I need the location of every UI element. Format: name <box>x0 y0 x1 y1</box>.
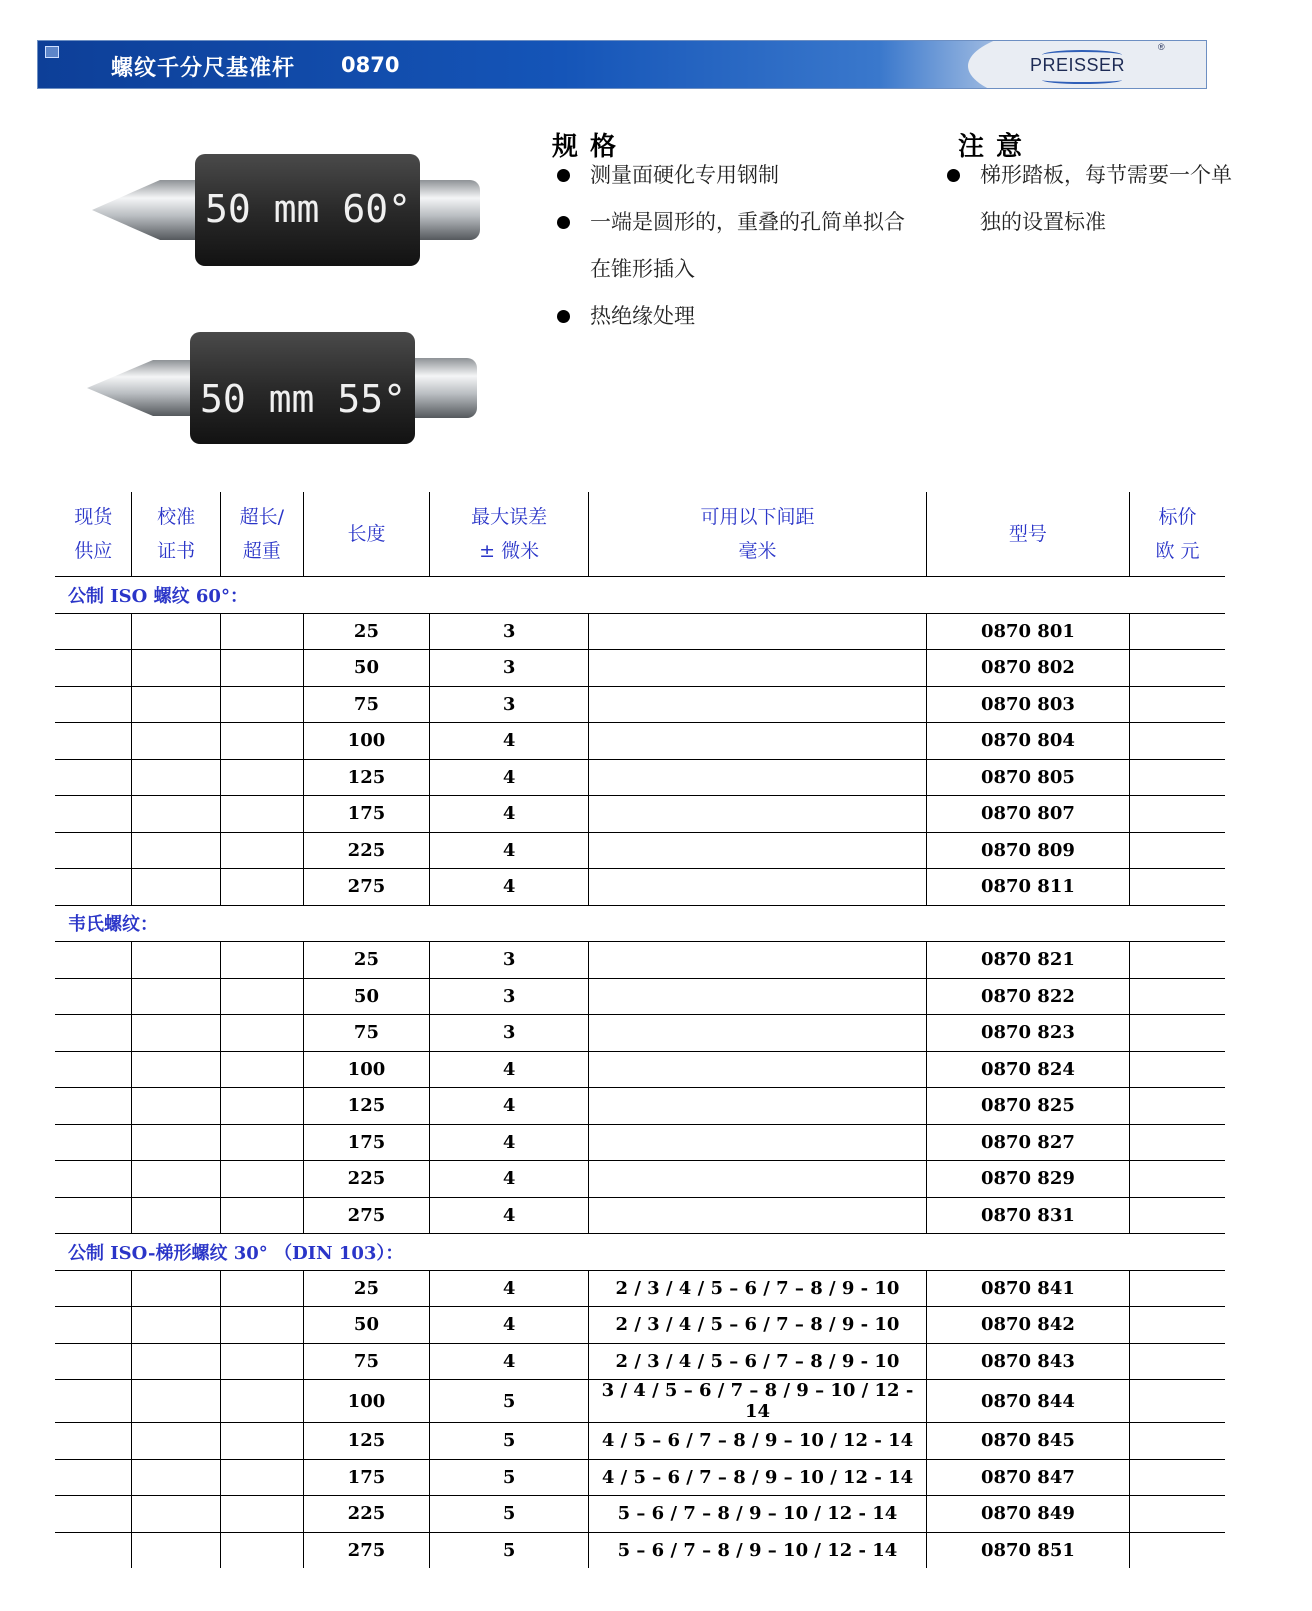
error-cell: 4 <box>430 1343 589 1380</box>
certificate-cell <box>132 942 220 979</box>
pitch-cell <box>589 686 927 723</box>
model-cell: 0870 841 <box>926 1270 1129 1307</box>
stock-cell <box>55 978 132 1015</box>
pitch-cell: 3 / 4 / 5 – 6 / 7 – 8 / 9 – 10 / 12 - 14 <box>589 1380 927 1423</box>
error-cell: 4 <box>430 723 589 760</box>
model-cell: 0870 809 <box>926 832 1129 869</box>
oversize-cell <box>220 1270 303 1307</box>
oversize-cell <box>220 613 303 650</box>
stock-cell <box>55 1270 132 1307</box>
pitch-cell: 5 – 6 / 7 – 8 / 9 – 10 / 12 - 14 <box>589 1496 927 1533</box>
header-label: 现货 <box>74 506 113 528</box>
col-header-model <box>926 492 1129 577</box>
certificate-cell <box>132 759 220 796</box>
pitch-cell <box>589 1161 927 1198</box>
table-row <box>55 1532 1225 1568</box>
length-cell: 100 <box>303 723 429 760</box>
length-cell: 225 <box>303 832 429 869</box>
bullet-icon <box>557 310 570 323</box>
error-cell: 4 <box>430 1161 589 1198</box>
oversize-cell <box>220 686 303 723</box>
header-label: 长度 <box>347 523 386 545</box>
price-cell <box>1130 686 1225 723</box>
model-cell: 0870 851 <box>926 1532 1129 1568</box>
certificate-cell <box>132 723 220 760</box>
model-cell: 0870 802 <box>926 650 1129 687</box>
price-cell <box>1130 1088 1225 1125</box>
price-cell <box>1130 650 1225 687</box>
spec-item <box>554 152 914 199</box>
pitch-cell: 2 / 3 / 4 / 5 – 6 / 7 – 8 / 9 - 10 <box>589 1343 927 1380</box>
price-cell <box>1130 1380 1225 1423</box>
error-cell: 5 <box>430 1532 589 1568</box>
certificate-cell <box>132 1270 220 1307</box>
length-cell: 125 <box>303 1088 429 1125</box>
gauge-image-55 <box>85 330 485 448</box>
model-cell: 0870 842 <box>926 1307 1129 1344</box>
length-cell: 25 <box>303 1270 429 1307</box>
table-row <box>55 1197 1225 1234</box>
col-header-length <box>303 492 429 577</box>
certificate-cell <box>132 613 220 650</box>
model-cell: 0870 843 <box>926 1343 1129 1380</box>
pitch-cell: 5 – 6 / 7 – 8 / 9 – 10 / 12 - 14 <box>589 1532 927 1568</box>
spec-item <box>554 293 914 340</box>
pitch-cell <box>589 978 927 1015</box>
model-cell: 0870 831 <box>926 1197 1129 1234</box>
table-row <box>55 1343 1225 1380</box>
table-row <box>55 759 1225 796</box>
price-cell <box>1130 942 1225 979</box>
length-cell: 25 <box>303 942 429 979</box>
specs-list <box>554 152 914 340</box>
pitch-cell <box>589 1124 927 1161</box>
certificate-cell <box>132 1532 220 1568</box>
table-row <box>55 613 1225 650</box>
certificate-cell <box>132 796 220 833</box>
price-cell <box>1130 1161 1225 1198</box>
stock-cell <box>55 1161 132 1198</box>
stock-cell <box>55 650 132 687</box>
group-label: 公制 ISO-梯形螺纹 30° （DIN 103）： <box>55 1234 1225 1271</box>
pitch-cell <box>589 1051 927 1088</box>
oversize-cell <box>220 1423 303 1460</box>
stock-cell <box>55 613 132 650</box>
stock-cell <box>55 796 132 833</box>
price-cell <box>1130 1307 1225 1344</box>
gauge-cone <box>92 180 202 240</box>
length-cell: 50 <box>303 1307 429 1344</box>
price-cell <box>1130 1197 1225 1234</box>
error-cell: 4 <box>430 1088 589 1125</box>
oversize-cell <box>220 723 303 760</box>
stock-cell <box>55 1015 132 1052</box>
model-cell: 0870 805 <box>926 759 1129 796</box>
price-cell <box>1130 1459 1225 1496</box>
pitch-cell <box>589 759 927 796</box>
stock-cell <box>55 1307 132 1344</box>
table-row <box>55 1088 1225 1125</box>
pitch-cell <box>589 796 927 833</box>
price-cell <box>1130 1124 1225 1161</box>
bullet-icon <box>557 169 570 182</box>
product-code: 0870 <box>341 53 400 77</box>
spec-item <box>554 199 914 293</box>
price-cell <box>1130 723 1225 760</box>
header-label: 型号 <box>1008 523 1047 545</box>
model-cell: 0870 847 <box>926 1459 1129 1496</box>
oversize-cell <box>220 1532 303 1568</box>
model-cell: 0870 823 <box>926 1015 1129 1052</box>
error-cell: 4 <box>430 796 589 833</box>
stock-cell <box>55 1051 132 1088</box>
model-cell: 0870 803 <box>926 686 1129 723</box>
bullet-icon <box>557 216 570 229</box>
length-cell: 175 <box>303 1124 429 1161</box>
error-cell: 4 <box>430 1197 589 1234</box>
oversize-cell <box>220 1197 303 1234</box>
stock-cell <box>55 1343 132 1380</box>
certificate-cell <box>132 1051 220 1088</box>
col-header-max-error <box>430 492 589 577</box>
table-row <box>55 832 1225 869</box>
length-cell: 50 <box>303 650 429 687</box>
table-row <box>55 796 1225 833</box>
price-cell <box>1130 1270 1225 1307</box>
gauge-label-55: 50 mm 55° <box>200 377 406 421</box>
spec-item-text: 测量面硬化专用钢制 <box>590 163 779 187</box>
certificate-cell <box>132 978 220 1015</box>
error-cell: 3 <box>430 942 589 979</box>
header-label: 超重 <box>242 540 281 562</box>
note-item-text: 梯形踏板，每节需要一个单独的设置标准 <box>980 163 1232 234</box>
price-cell <box>1130 1496 1225 1533</box>
error-cell: 4 <box>430 869 589 906</box>
table-row <box>55 1124 1225 1161</box>
length-cell: 75 <box>303 686 429 723</box>
price-cell <box>1130 1051 1225 1088</box>
oversize-cell <box>220 1015 303 1052</box>
table-body <box>55 577 1225 1569</box>
oversize-cell <box>220 1380 303 1423</box>
model-cell: 0870 811 <box>926 869 1129 906</box>
table-row <box>55 869 1225 906</box>
table-header-row <box>55 492 1225 577</box>
table-row <box>55 1161 1225 1198</box>
group-row <box>55 577 1225 614</box>
certificate-cell <box>132 1459 220 1496</box>
oversize-cell <box>220 1051 303 1088</box>
model-cell: 0870 845 <box>926 1423 1129 1460</box>
col-header-pitch <box>589 492 927 577</box>
price-cell <box>1130 759 1225 796</box>
stock-cell <box>55 1088 132 1125</box>
stock-cell <box>55 1380 132 1423</box>
length-cell: 75 <box>303 1343 429 1380</box>
pitch-cell: 2 / 3 / 4 / 5 – 6 / 7 – 8 / 9 - 10 <box>589 1270 927 1307</box>
certificate-cell <box>132 1124 220 1161</box>
table-row <box>55 978 1225 1015</box>
length-cell: 175 <box>303 1459 429 1496</box>
certificate-cell <box>132 1423 220 1460</box>
oversize-cell <box>220 796 303 833</box>
model-cell: 0870 821 <box>926 942 1129 979</box>
pitch-cell <box>589 613 927 650</box>
error-cell: 4 <box>430 759 589 796</box>
oversize-cell <box>220 650 303 687</box>
length-cell: 125 <box>303 1423 429 1460</box>
certificate-cell <box>132 1307 220 1344</box>
oversize-cell <box>220 1459 303 1496</box>
notes-list <box>944 152 1234 246</box>
header-label: 供应 <box>74 540 113 562</box>
model-cell: 0870 829 <box>926 1161 1129 1198</box>
table-row <box>55 1380 1225 1423</box>
header-label: 超长/ <box>239 506 284 528</box>
oversize-cell <box>220 759 303 796</box>
stock-cell <box>55 686 132 723</box>
model-cell: 0870 827 <box>926 1124 1129 1161</box>
table-row <box>55 686 1225 723</box>
header-label: 欧 元 <box>1155 540 1200 562</box>
pitch-cell <box>589 1015 927 1052</box>
price-cell <box>1130 796 1225 833</box>
header-label: ± 微米 <box>479 540 540 562</box>
header-label: 可用以下间距 <box>700 506 815 528</box>
logo-arc-bottom <box>1042 76 1122 84</box>
pitch-cell <box>589 1197 927 1234</box>
table-row <box>55 942 1225 979</box>
header-label: 校准 <box>157 506 196 528</box>
model-cell: 0870 807 <box>926 796 1129 833</box>
length-cell: 100 <box>303 1051 429 1088</box>
header-label: 最大误差 <box>471 506 548 528</box>
certificate-cell <box>132 1197 220 1234</box>
length-cell: 225 <box>303 1161 429 1198</box>
error-cell: 3 <box>430 650 589 687</box>
group-row <box>55 905 1225 942</box>
stock-cell <box>55 1423 132 1460</box>
pitch-cell <box>589 942 927 979</box>
oversize-cell <box>220 1161 303 1198</box>
oversize-cell <box>220 1343 303 1380</box>
model-cell: 0870 849 <box>926 1496 1129 1533</box>
spec-item-text: 热绝缘处理 <box>590 304 695 328</box>
stock-cell <box>55 1197 132 1234</box>
model-cell: 0870 804 <box>926 723 1129 760</box>
registered-mark: ® <box>1158 42 1165 52</box>
header-label: 毫米 <box>738 540 777 562</box>
error-cell: 4 <box>430 832 589 869</box>
table-row <box>55 1496 1225 1533</box>
specs-heading: 规格 <box>552 132 629 162</box>
brand-logo <box>1030 44 1170 84</box>
length-cell: 25 <box>303 613 429 650</box>
error-cell: 5 <box>430 1380 589 1423</box>
pitch-cell <box>589 832 927 869</box>
pitch-cell: 2 / 3 / 4 / 5 – 6 / 7 – 8 / 9 - 10 <box>589 1307 927 1344</box>
notes-heading: 注意 <box>958 132 1035 162</box>
header-label: 标价 <box>1158 506 1197 528</box>
pitch-cell: 4 / 5 – 6 / 7 – 8 / 9 – 10 / 12 - 14 <box>589 1423 927 1460</box>
price-cell <box>1130 1532 1225 1568</box>
error-cell: 4 <box>430 1051 589 1088</box>
model-cell: 0870 825 <box>926 1088 1129 1125</box>
length-cell: 75 <box>303 1015 429 1052</box>
length-cell: 125 <box>303 759 429 796</box>
certificate-cell <box>132 686 220 723</box>
col-header-certificate <box>132 492 220 577</box>
image-icon <box>45 46 59 58</box>
page-title: 螺纹千分尺基准杆 <box>111 56 296 81</box>
stock-cell <box>55 942 132 979</box>
certificate-cell <box>132 650 220 687</box>
brand-name: PREISSER <box>1030 55 1126 75</box>
oversize-cell <box>220 1088 303 1125</box>
table-row <box>55 1051 1225 1088</box>
certificate-cell <box>132 1380 220 1423</box>
col-header-oversize <box>220 492 303 577</box>
certificate-cell <box>132 1088 220 1125</box>
bullet-icon <box>947 169 960 182</box>
price-cell <box>1130 832 1225 869</box>
length-cell: 50 <box>303 978 429 1015</box>
oversize-cell <box>220 1124 303 1161</box>
length-cell: 100 <box>303 1380 429 1423</box>
length-cell: 275 <box>303 1197 429 1234</box>
note-item <box>944 152 1234 246</box>
model-cell: 0870 801 <box>926 613 1129 650</box>
stock-cell <box>55 1532 132 1568</box>
length-cell: 175 <box>303 796 429 833</box>
certificate-cell <box>132 1161 220 1198</box>
spec-item-text: 一端是圆形的，重叠的孔简单拟合在锥形插入 <box>590 210 905 281</box>
group-label: 韦氏螺纹： <box>55 905 1225 942</box>
table-row <box>55 650 1225 687</box>
pitch-cell <box>589 723 927 760</box>
table-row <box>55 1459 1225 1496</box>
error-cell: 3 <box>430 686 589 723</box>
error-cell: 3 <box>430 1015 589 1052</box>
price-cell <box>1130 1015 1225 1052</box>
certificate-cell <box>132 832 220 869</box>
error-cell: 4 <box>430 1307 589 1344</box>
error-cell: 4 <box>430 1124 589 1161</box>
stock-cell <box>55 869 132 906</box>
stock-cell <box>55 759 132 796</box>
error-cell: 5 <box>430 1496 589 1533</box>
error-cell: 5 <box>430 1459 589 1496</box>
error-cell: 3 <box>430 978 589 1015</box>
pitch-cell <box>589 1088 927 1125</box>
oversize-cell <box>220 942 303 979</box>
col-header-price <box>1130 492 1225 577</box>
table-row <box>55 723 1225 760</box>
model-cell: 0870 844 <box>926 1380 1129 1423</box>
model-cell: 0870 822 <box>926 978 1129 1015</box>
error-cell: 4 <box>430 1270 589 1307</box>
table-row <box>55 1270 1225 1307</box>
group-label: 公制 ISO 螺纹 60°： <box>55 577 1225 614</box>
length-cell: 275 <box>303 1532 429 1568</box>
pitch-cell <box>589 869 927 906</box>
pitch-cell <box>589 650 927 687</box>
pitch-cell: 4 / 5 – 6 / 7 – 8 / 9 – 10 / 12 - 14 <box>589 1459 927 1496</box>
price-cell <box>1130 1423 1225 1460</box>
gauge-label-60: 50 mm 60° <box>205 187 411 231</box>
oversize-cell <box>220 869 303 906</box>
certificate-cell <box>132 869 220 906</box>
table-row <box>55 1307 1225 1344</box>
error-cell: 3 <box>430 613 589 650</box>
group-row <box>55 1234 1225 1271</box>
certificate-cell <box>132 1015 220 1052</box>
table-row <box>55 1015 1225 1052</box>
table-row <box>55 1423 1225 1460</box>
length-cell: 225 <box>303 1496 429 1533</box>
price-cell <box>1130 613 1225 650</box>
certificate-cell <box>132 1343 220 1380</box>
oversize-cell <box>220 978 303 1015</box>
model-cell: 0870 824 <box>926 1051 1129 1088</box>
oversize-cell <box>220 832 303 869</box>
stock-cell <box>55 1459 132 1496</box>
error-cell: 5 <box>430 1423 589 1460</box>
gauge-image-60 <box>90 150 490 270</box>
oversize-cell <box>220 1307 303 1344</box>
gauge-cone <box>87 360 197 416</box>
stock-cell <box>55 832 132 869</box>
header-label: 证书 <box>157 540 196 562</box>
col-header-stock <box>55 492 132 577</box>
certificate-cell <box>132 1496 220 1533</box>
length-cell: 275 <box>303 869 429 906</box>
stock-cell <box>55 1124 132 1161</box>
price-cell <box>1130 869 1225 906</box>
price-cell <box>1130 978 1225 1015</box>
stock-cell <box>55 1496 132 1533</box>
product-table <box>55 492 1225 1568</box>
price-cell <box>1130 1343 1225 1380</box>
stock-cell <box>55 723 132 760</box>
oversize-cell <box>220 1496 303 1533</box>
